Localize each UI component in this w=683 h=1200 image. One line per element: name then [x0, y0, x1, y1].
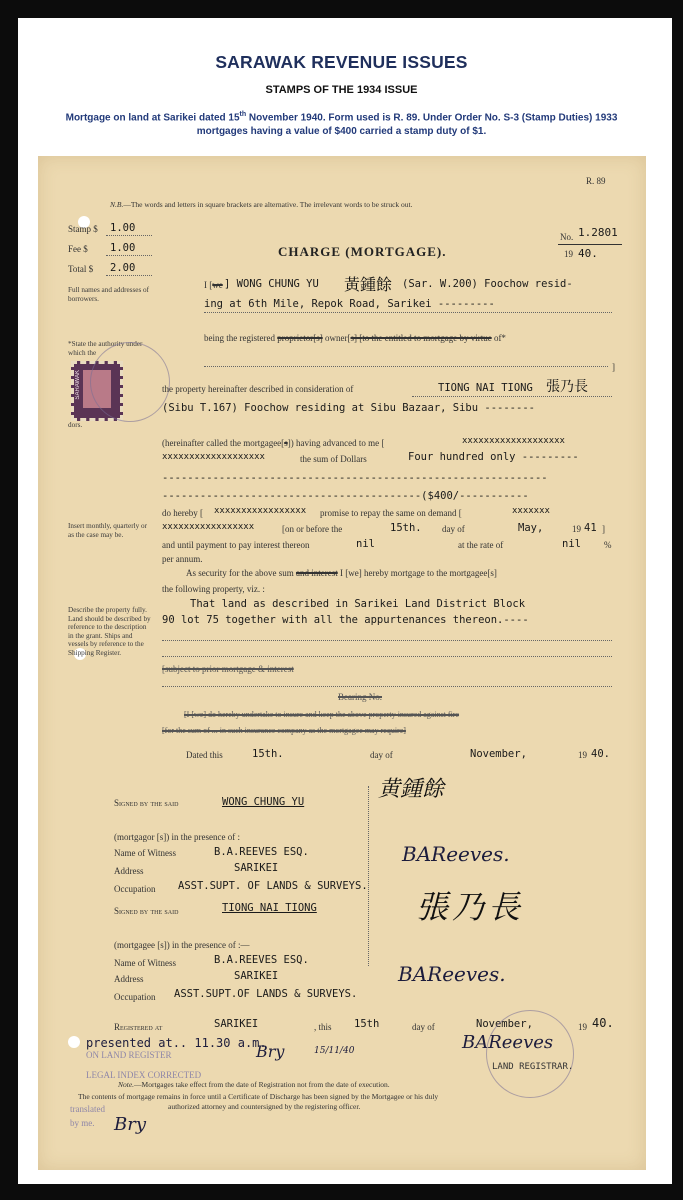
struck-prior-mortgage: [subject to prior mortgage & interest	[162, 664, 294, 674]
witness2-label: Name of Witness	[114, 958, 176, 968]
day-of-text: day of	[442, 524, 465, 534]
fee-value: 1.00	[110, 242, 136, 254]
dash-line: -------------------------------------------------------------	[162, 472, 548, 484]
text-advanced: ]) having advanced to me [	[287, 438, 385, 448]
struck-bearing: Bearing No.	[338, 692, 382, 702]
address2-label: Address	[114, 974, 144, 984]
struck-x-3: xxxxxxxxxxxxxxxxx	[214, 506, 307, 516]
translator-signature: Bry	[114, 1114, 147, 1135]
dotted-line	[162, 640, 612, 641]
registered-day: 15th	[354, 1018, 380, 1030]
repay-bracket: ]	[602, 524, 605, 534]
dotted-line	[106, 255, 152, 256]
note-nb: N.B.	[110, 200, 124, 209]
description-text-2: November 1940. Form used is R. 89. Under Order No. S-3 (Stamp Duties) 1933	[246, 112, 618, 124]
borrower-detail: (Sar. W.200) Foochow resid-	[402, 278, 573, 290]
stamp-country: SARAWAK	[75, 370, 81, 400]
text-owner: owner[	[324, 333, 351, 343]
side-note-dors: dors.	[68, 421, 83, 429]
form-note	[110, 200, 412, 209]
occupation2-value: ASST.SUPT.OF LANDS & SURVEYS.	[174, 988, 358, 1000]
sum-value: Four hundred only ---------	[408, 451, 579, 463]
struck-entitled: to the entitled to mortgage by virtue	[362, 333, 492, 343]
total-label: Total $	[68, 264, 94, 274]
text-of: of*	[493, 333, 506, 343]
line-repay: do hereby [	[162, 508, 203, 518]
registry-seal	[486, 1010, 574, 1098]
mortgagee-chinese-name: 張乃長	[546, 379, 588, 395]
text-i: I [	[204, 280, 213, 290]
dated-19: 19	[578, 750, 587, 760]
occupation-label: Occupation	[114, 884, 156, 894]
description-text: Mortgage on land at Sarikei dated 15	[65, 112, 240, 124]
form-title: CHARGE (MORTGAGE).	[278, 244, 447, 259]
total-value: 2.00	[110, 262, 136, 274]
address-value: SARIKEI	[234, 862, 279, 874]
sum-figures: -----------------------------------------($400/-----------	[162, 490, 529, 502]
property-viz: the following property, viz. :	[162, 584, 265, 594]
initials-1: Bry	[256, 1042, 285, 1061]
page-title: SARAWAK REVENUE ISSUES	[215, 52, 468, 72]
signature-mortgagee: 張乃長	[416, 888, 525, 926]
struck-x-5: xxxxxxxxxxxxxxxxx	[162, 522, 255, 532]
rate-value: nil	[562, 538, 581, 550]
mortgagee-detail: (Sibu T.167) Foochow residing at Sibu Bazaar, Sibu --------	[162, 402, 535, 414]
side-note-names: Full names and addresses of borrowers.	[68, 286, 150, 303]
repay-year: 41	[584, 522, 597, 534]
dotted-line	[204, 312, 612, 313]
witness2-value: B.A.REEVES ESQ.	[214, 954, 309, 966]
mortgagee-name: TIONG NAI TIONG	[438, 382, 533, 394]
registered-month: November,	[476, 1018, 533, 1030]
borrower-chinese-name: 黃鍾餘	[344, 275, 393, 294]
signer-2-name: TIONG NAI TIONG	[222, 902, 317, 914]
property-line-2: 90 lot 75 together with all the appurtenances thereon.----	[162, 614, 529, 626]
line-security	[186, 568, 497, 578]
address2-value: SARIKEI	[234, 970, 279, 982]
bracket-close: ]	[612, 362, 615, 372]
registered-this: , this	[314, 1022, 332, 1032]
rate-text: at the rate of	[458, 540, 504, 550]
repay-month: May,	[518, 522, 544, 534]
registered-dayof: day of	[412, 1022, 435, 1032]
number-label: No.	[560, 232, 574, 242]
dotted-line	[412, 396, 612, 397]
note-line-1	[118, 1080, 390, 1089]
registered-19: 19	[578, 1022, 587, 1032]
borrower-name: ] WONG CHUNG YU	[224, 278, 319, 290]
line-i	[204, 280, 223, 290]
repay-day: 15th.	[390, 522, 422, 534]
side-note-authority: *State the authority under which the	[68, 340, 143, 357]
occupation-value: ASST.SUPT. OF LANDS & SURVEYS.	[178, 880, 368, 892]
signed-by-2: Signed by the said	[114, 906, 179, 916]
description-line-2: mortgages having a value of $400 carried a stamp duty of $1.	[196, 126, 487, 138]
stamp-label: Stamp $	[68, 224, 98, 234]
form-code: R. 89	[586, 176, 606, 186]
brace	[368, 786, 370, 966]
divider	[558, 244, 622, 245]
signature-borrower: 黄鍾餘	[378, 777, 445, 802]
registered-year: 40.	[592, 1016, 614, 1030]
dotted-line	[106, 275, 152, 276]
mortgage-text: I [we] hereby mortgage to the mortgagee[s]	[339, 568, 497, 578]
struck-x-2: xxxxxxxxxxxxxxxxxxx	[162, 452, 265, 462]
note-1: —Mortgages take effect from the date of Registration not from the date of execution.	[134, 1080, 390, 1089]
land-register-stamp: ON LAND REGISTER	[86, 1050, 172, 1060]
witness-value: B.A.REEVES ESQ.	[214, 846, 309, 858]
postmark	[90, 342, 170, 422]
per-annum: per annum.	[162, 554, 203, 564]
year-value: 40.	[578, 247, 598, 260]
percent-sign: %	[604, 540, 612, 550]
presented-time: presented at.. 11.30 a.m.	[86, 1036, 267, 1050]
note-3: authorized attorney and countersigned by the registering officer.	[168, 1102, 361, 1111]
address-label: Address	[114, 866, 144, 876]
dated-text: Dated this	[186, 750, 223, 760]
side-note-monthly: Insert monthly, quarterly or as the case may be.	[68, 522, 147, 539]
repay-19: 19	[572, 524, 581, 534]
dated-month: November,	[470, 748, 527, 760]
struck-s2: s	[284, 438, 288, 448]
stamp-value: 1.00	[110, 222, 136, 234]
borrower-address: ing at 6th Mile, Repok Road, Sarikei ---------	[204, 298, 495, 310]
fee-label: Fee $	[68, 244, 88, 254]
dotted-line	[106, 235, 152, 236]
consideration-text: the property hereinafter described in consideration of	[162, 384, 354, 394]
signer-1-name: WONG CHUNG YU	[222, 796, 305, 808]
presented-date: 15/11/40	[314, 1046, 355, 1056]
interest-text: and until payment to pay interest thereon	[162, 540, 310, 550]
number-value: 1.2801	[578, 226, 618, 239]
description-sup: th	[239, 111, 247, 118]
mortgagee-presence: (mortgagee [s]) in the presence of :—	[114, 940, 250, 950]
repay-text: promise to repay the same on demand [	[320, 508, 462, 518]
dotted-line	[204, 366, 608, 367]
dated-dayof: day of	[370, 750, 393, 760]
registered-text: Registered at	[114, 1022, 163, 1032]
land-registrar: LAND REGISTRAR.	[492, 1062, 574, 1072]
registrar-signature: BAReeves	[462, 1032, 554, 1053]
before-text: [on or before the	[282, 524, 343, 534]
dotted-line	[162, 686, 612, 687]
security-text: As security for the above sum	[186, 568, 294, 578]
note-text: —The words and letters in square brackets are alternative. The irrelevant words to be struck out.	[123, 200, 413, 209]
page-description	[30, 108, 653, 139]
side-note-describe: Describe the property fully. Land should be described by reference to the description in the grant. Ships and vessels by reference to the Shipping Register.	[68, 606, 151, 657]
struck-proprietor: proprietor[s]	[277, 333, 323, 343]
by-me-text: by me.	[70, 1118, 95, 1128]
dotted-line	[162, 656, 612, 657]
year-prefix: 19	[564, 249, 573, 259]
signed-by-1: Signed by the said	[114, 798, 179, 808]
dated-day: 15th.	[252, 748, 284, 760]
occupation2-label: Occupation	[114, 992, 156, 1002]
mortgagor-presence: (mortgagor [s]) in the presence of :	[114, 832, 240, 842]
interest-value: nil	[356, 538, 375, 550]
dated-year: 40.	[591, 748, 610, 760]
struck-insure: [I [we] do hereby undertake to insure and keep the above property insured against fire	[184, 710, 460, 719]
struck-s: s] [	[350, 333, 363, 343]
line-registered	[204, 333, 506, 343]
struck-insure-sum: [for the sum of ... in such insurance company as the mortgagee may require]	[162, 726, 406, 735]
page-subtitle: STAMPS OF THE 1934 ISSUE	[265, 84, 418, 96]
witness-label: Name of Witness	[114, 848, 176, 858]
mortgage-document	[38, 156, 646, 1170]
struck-x-4: xxxxxxx	[512, 506, 550, 516]
property-line-1: That land as described in Sarikei Land District Block	[190, 598, 526, 610]
text-hereinafter: (hereinafter called the mortgagee[	[162, 438, 285, 448]
punch-hole	[68, 1036, 80, 1048]
registered-place: SARIKEI	[214, 1018, 259, 1030]
note-2: The contents of mortgage remains in force until a Certificate of Discharge has been signed by the Mortgagee or his duly	[78, 1092, 439, 1101]
witness2-signature: BAReeves.	[398, 962, 506, 986]
witness-signature: BAReeves.	[402, 842, 510, 866]
struck-x-1: xxxxxxxxxxxxxxxxxxx	[462, 436, 565, 446]
sum-label: the sum of Dollars	[300, 454, 367, 464]
struck-we: we	[212, 280, 223, 290]
translated-text: translated	[70, 1104, 105, 1114]
note-label: Note.	[118, 1080, 135, 1089]
index-corrected-stamp: LEGAL INDEX CORRECTED	[86, 1070, 202, 1080]
line-hereinafter	[162, 438, 384, 448]
struck-interest: and interest	[295, 568, 338, 578]
text-being: being the registered	[204, 333, 275, 343]
